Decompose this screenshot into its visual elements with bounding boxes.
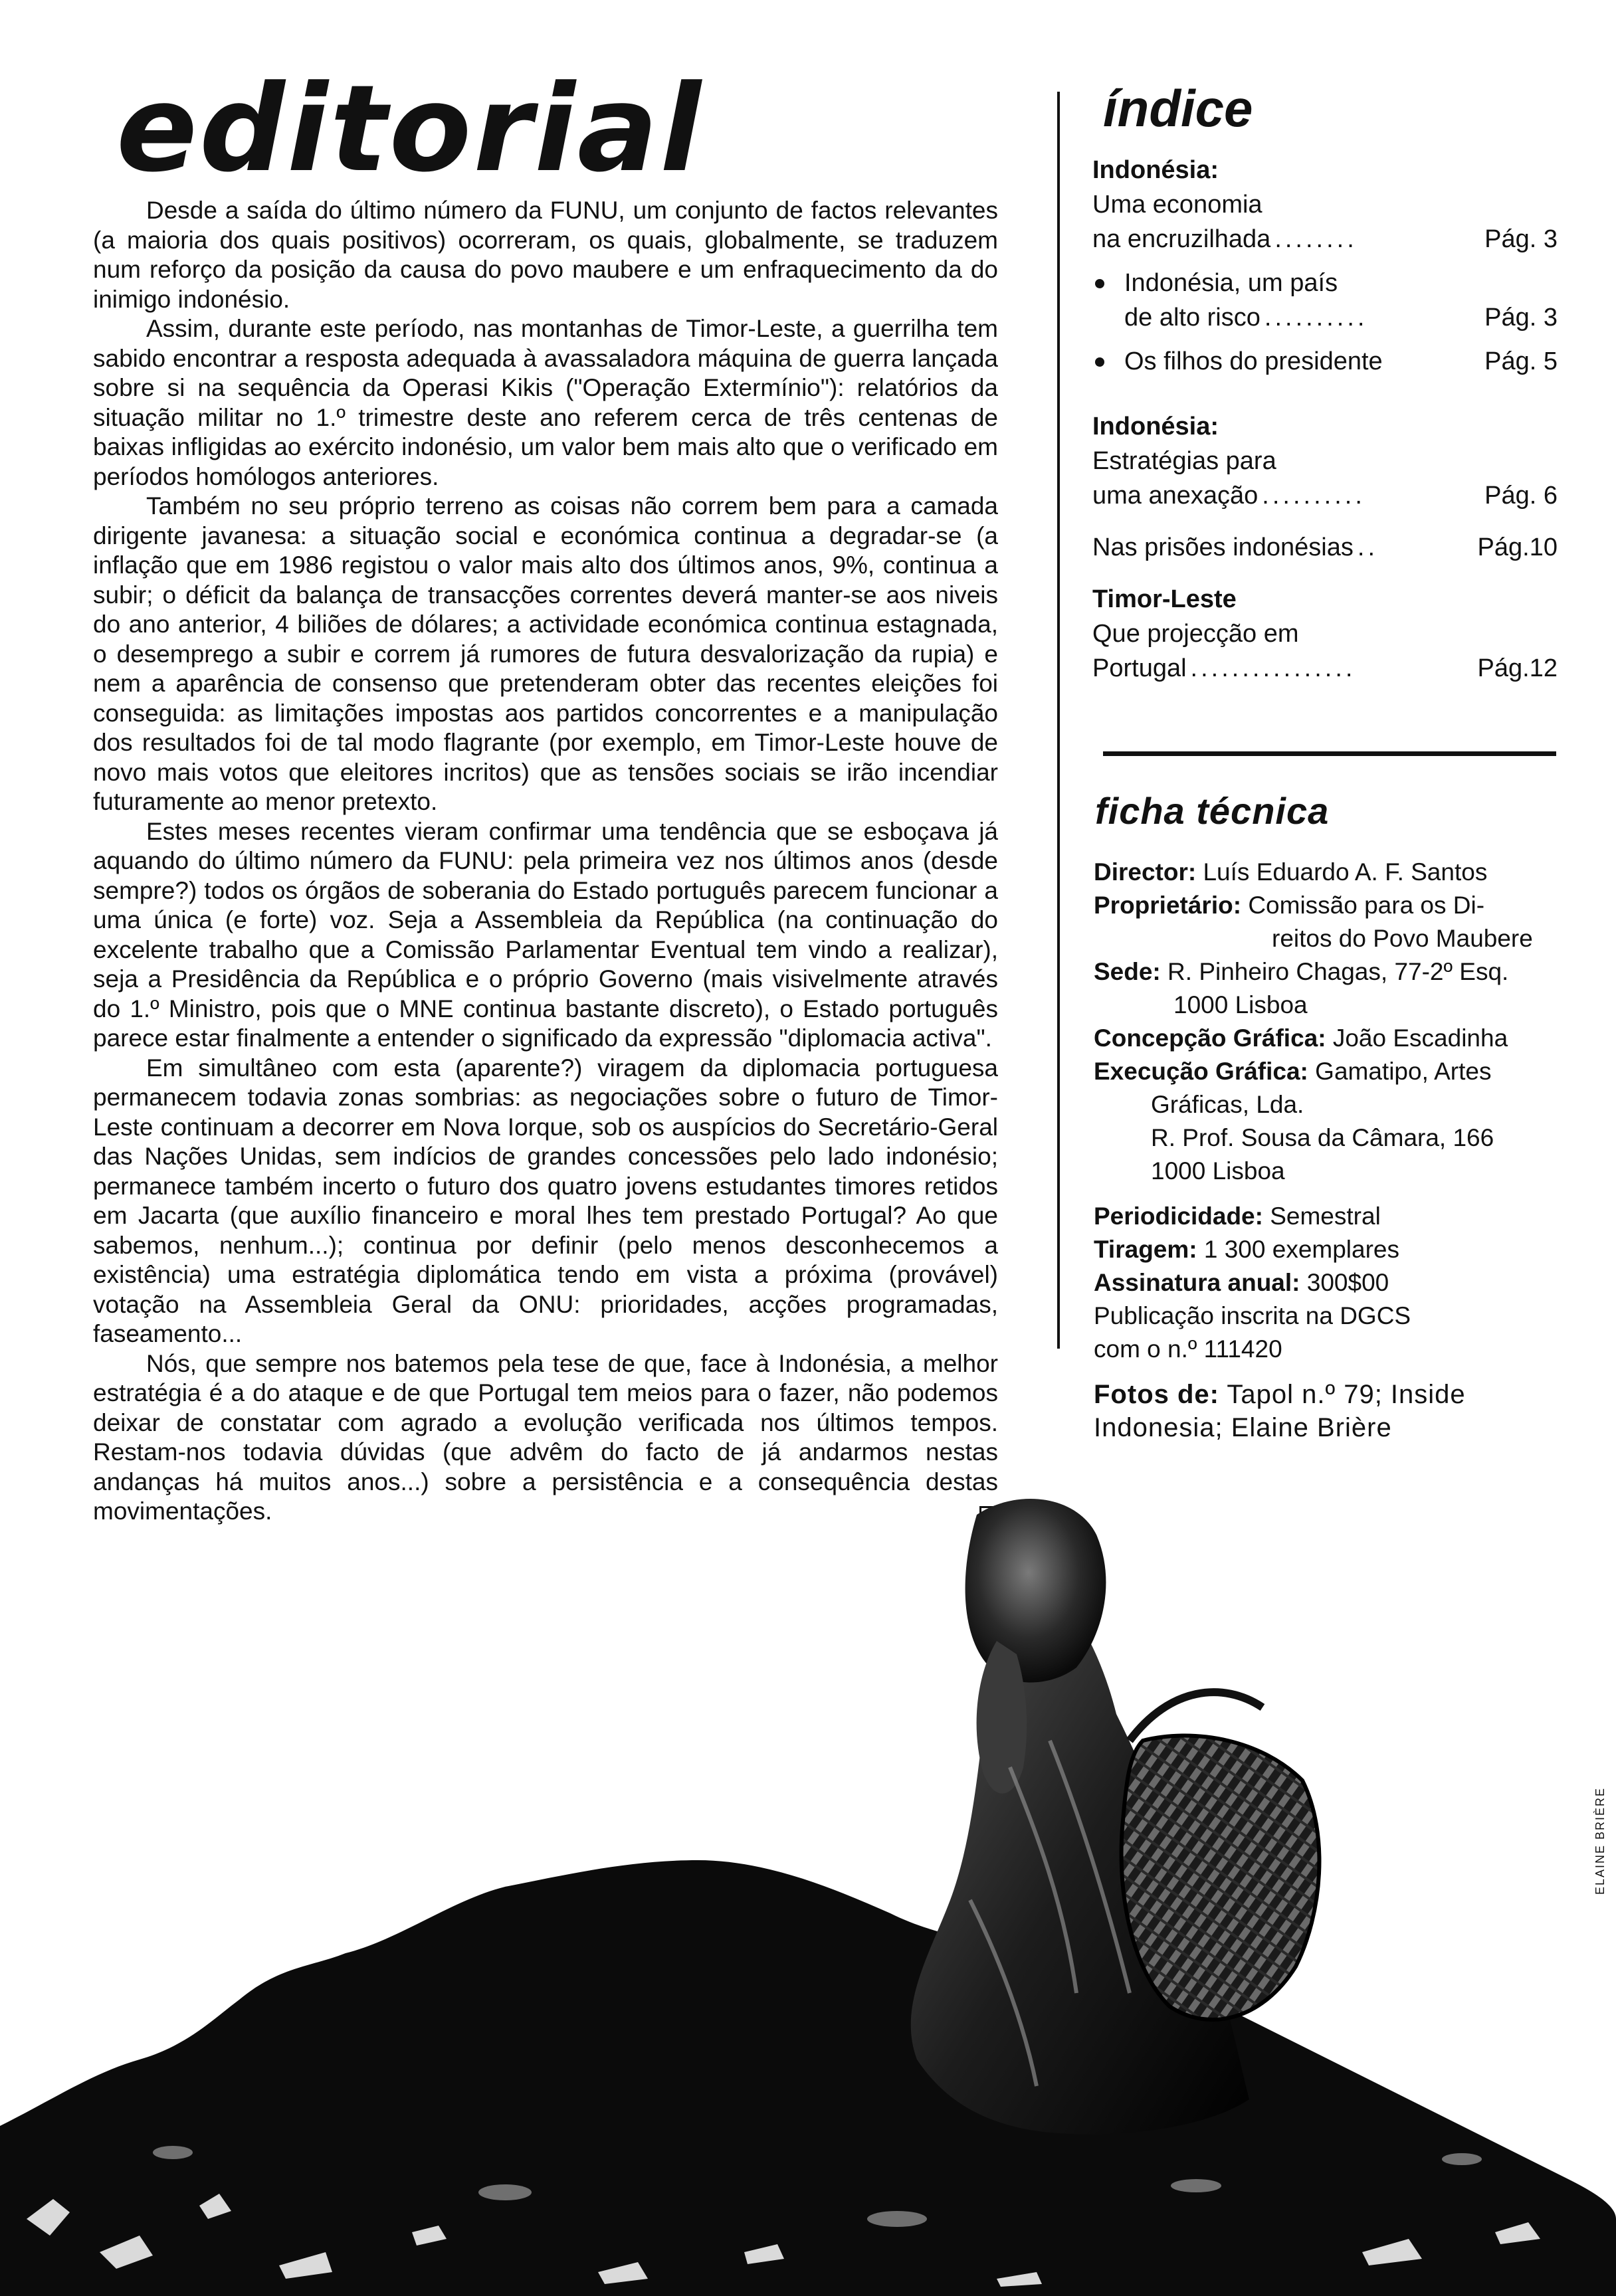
execucao-label: Execução Gráfica: — [1094, 1058, 1308, 1085]
execucao-line-3: R. Prof. Sousa da Câmara, 166 — [1151, 1124, 1494, 1151]
index-entry-title: Portugal — [1092, 654, 1187, 682]
index-title: índice — [1103, 79, 1253, 138]
editorial-paragraph-text: Nós, que sempre nos batemos pela tese de que, face à Indonésia, a melhor estratégia é a do ataque e de que Portugal tem meios para o fazer, não podemos deixar de constatar com agrado a evolução verificada nos últimos tempos. Restam-nos todavia dúvidas (que advêm do facto de já andarmos nestas andanças há muitos anos...) sobre a persistência e a consequência destas movimentações. — [93, 1349, 998, 1525]
assinatura-line — [1094, 1266, 1559, 1299]
index-entry-line: Que projecção em — [1092, 620, 1299, 648]
periodicidade-line — [1094, 1200, 1559, 1233]
index-group — [1092, 530, 1558, 565]
index-leader-dots: ................ — [1190, 654, 1356, 682]
fotos-line — [1094, 1378, 1559, 1444]
editorial-body — [93, 196, 998, 1527]
sede-line-2: 1000 Lisboa — [1173, 991, 1308, 1018]
index-entry[interactable] — [1092, 530, 1558, 565]
index-list — [1092, 153, 1558, 703]
director-label: Director: — [1094, 858, 1197, 886]
index-section-heading: Indonésia: — [1092, 413, 1219, 440]
index-bullet-entry[interactable] — [1092, 266, 1558, 335]
concepcao-label: Concepção Gráfica: — [1094, 1024, 1326, 1052]
periodicidade-label: Periodicidade: — [1094, 1202, 1263, 1230]
assinatura-label: Assinatura anual: — [1094, 1269, 1300, 1296]
index-leader-dots: ........ — [1274, 225, 1358, 253]
index-entry-title: uma anexação — [1092, 482, 1259, 510]
index-entry[interactable] — [1092, 222, 1558, 256]
index-group — [1092, 409, 1558, 513]
index-page-ref: Pág. 3 — [1484, 304, 1558, 332]
execucao-line-2: Gráficas, Lda. — [1151, 1091, 1304, 1118]
editorial-paragraph: Estes meses recentes vieram confirmar uma tendência que se esboçava já aquando do último número da FUNU: pela primeira vez nos últimos anos (desde sempre?) todos os órgãos de soberania do Estado português parecem funcionar a uma única (e forte) voz. Seja a Assembleia da República (na continuação do excelente trabalho que a Comissão Parlamentar Eventual tem vindo a realizar), seja a Presidência da República e o próprio Governo (mais visivelmente através do 1.º Ministro, pois que o MNE continua bastante discreto), o Estado português parece estar finalmente a entender o significado da expressão "diplomacia activa". — [93, 817, 998, 1052]
index-group — [1092, 582, 1558, 686]
index-entry-line: Estratégias para — [1092, 447, 1276, 475]
spacer — [1094, 1188, 1559, 1200]
index-entry-line: Uma economia — [1092, 191, 1262, 219]
index-page-ref: Pág. 3 — [1484, 225, 1558, 253]
index-page-ref: Pág.10 — [1477, 533, 1558, 561]
sede-label: Sede: — [1094, 958, 1161, 985]
proprietario-line — [1094, 889, 1559, 922]
ficha-tecnica — [1094, 856, 1559, 1444]
bullet-icon — [1095, 279, 1104, 288]
concepcao-value: João Escadinha — [1332, 1024, 1508, 1052]
index-group — [1092, 153, 1558, 379]
index-entry-line: Indonésia, um país — [1124, 269, 1338, 297]
execucao-value: Gamatipo, Artes — [1315, 1058, 1492, 1085]
index-page-ref: Pág.12 — [1477, 654, 1558, 682]
proprietario-value: Comissão para os Di- — [1248, 892, 1485, 919]
publicacao-line: Publicação inscrita na DGCS — [1094, 1302, 1411, 1329]
index-section-heading: Timor-Leste — [1092, 585, 1237, 613]
proprietario-label: Proprietário: — [1094, 892, 1242, 919]
sede-line — [1094, 955, 1559, 989]
index-leader-dots: .......... — [1264, 304, 1368, 332]
editorial-paragraph: Desde a saída do último número da FUNU, um conjunto de factos relevantes (a maioria dos quais positivos) ocorreram, os quais, globalmente, se traduzem num reforço da posição da causa do povo maubere e um enfraquecimento da do inimigo indonésio. — [93, 197, 998, 313]
index-leader-dots: .. — [1357, 533, 1379, 561]
execucao-line-4: 1000 Lisboa — [1151, 1157, 1285, 1185]
index-entry-title: Os filhos do presidente — [1124, 347, 1383, 375]
editorial-paragraph: Também no seu próprio terreno as coisas não correm bem para a camada dirigente javanesa: a situação social e económica continua a degradar-se (a inflação que em 1986 registou o valor mais alto dos últimos anos, 9%, continua a subir; o déficit da balança de transacções correntes deverá manter-se aos niveis do ano anterior, 4 biliões de dólares; a actividade económica continua estagnada, o desemprego a subir e correm já rumores de futura desvalorização da rupia) e nem a aparência de consenso que pretenderam obter das recentes eleições foi conseguida: as limitações impostas aos partidos concorrentes e a manipulação dos resultados foi de tal modo flagrante (por exemplo, em Timor-Leste houve de novo mais votos que eleitores incritos) que as tensões sociais se irão incendiar futuramente ao menor pretexto. — [93, 492, 998, 815]
photo-woman-with-basket — [0, 1488, 1616, 2296]
sede-value: R. Pinheiro Chagas, 77-2º Esq. — [1167, 958, 1509, 985]
editorial-title: editorial — [116, 60, 703, 199]
index-leader-dots: .......... — [1262, 482, 1365, 510]
index-page-ref: Pág. 5 — [1484, 347, 1558, 375]
index-page-ref: Pág. 6 — [1484, 482, 1558, 510]
editorial-paragraph: Em simultâneo com esta (aparente?) viragem da diplomacia portuguesa permanecem todavia zonas sombrias: as negociações sobre o futuro de Timor-Leste continuam a decorrer em Nova Iorque, sob os auspícios do Secretário-Geral das Nações Unidas, sem indícios de grandes concessões pelo lado indonésio; permanece também incerto o futuro dos quatro jovens estudantes timores retidos em Jacarta (que auxílio financeiro e moral lhes tem prestado Portugal? Ao que sabemos, nenhum...); continua por definir (pelo menos desconhecemos a existência) uma estratégia diplomática tendo em vista a próxima (provável) votação na Assembleia Geral da ONU: prioridades, acções programadas, faseamento... — [93, 1054, 998, 1347]
spacer — [1094, 1366, 1559, 1378]
index-leader-dots — [1383, 344, 1484, 379]
index-entry-title: Nas prisões indonésias — [1092, 533, 1354, 561]
publicacao-line-2: com o n.º 111420 — [1094, 1335, 1282, 1363]
fotos-value: Tapol n.º 79; Inside Indonesia; Elaine Brière — [1094, 1380, 1466, 1442]
assinatura-value: 300$00 — [1306, 1269, 1389, 1296]
director-line — [1094, 856, 1559, 889]
tiragem-value: 1 300 exemplares — [1203, 1236, 1399, 1263]
ficha-tecnica-title: ficha técnica — [1095, 790, 1330, 832]
execucao-line — [1094, 1055, 1559, 1088]
fotos-label: Fotos de: — [1094, 1380, 1219, 1409]
section-divider — [1103, 751, 1556, 756]
index-section-heading: Indonésia: — [1092, 156, 1219, 184]
index-bullet-entry[interactable] — [1092, 344, 1558, 379]
index-entry-title: de alto risco — [1124, 304, 1261, 332]
index-entry[interactable] — [1092, 651, 1558, 686]
photo-credit: ELAINE BRIÈRE — [1593, 1787, 1607, 1895]
tiragem-line — [1094, 1233, 1559, 1266]
tiragem-label: Tiragem: — [1094, 1236, 1197, 1263]
column-divider — [1057, 92, 1060, 1349]
proprietario-line-2: reitos do Povo Maubere — [1272, 925, 1533, 952]
concepcao-line — [1094, 1022, 1559, 1055]
index-entry-title: na encruzilhada — [1092, 225, 1271, 253]
periodicidade-value: Semestral — [1270, 1202, 1381, 1230]
index-entry[interactable] — [1092, 478, 1558, 513]
bullet-icon — [1095, 357, 1104, 367]
editorial-paragraph: Assim, durante este período, nas montanhas de Timor-Leste, a guerrilha tem sabido encontrar a resposta adequada à avassaladora máquina de guerra lançada sobre si na sequência da Operasi Kikis ("Operação Extermínio"): relatórios da situação militar no 1.º trimestre deste ano referem cerca de três centenas de baixas infligidas ao exército indonésio, um valor bem mais alto que o verificado em períodos homólogos anteriores. — [93, 315, 998, 490]
director-value: Luís Eduardo A. F. Santos — [1203, 858, 1488, 886]
